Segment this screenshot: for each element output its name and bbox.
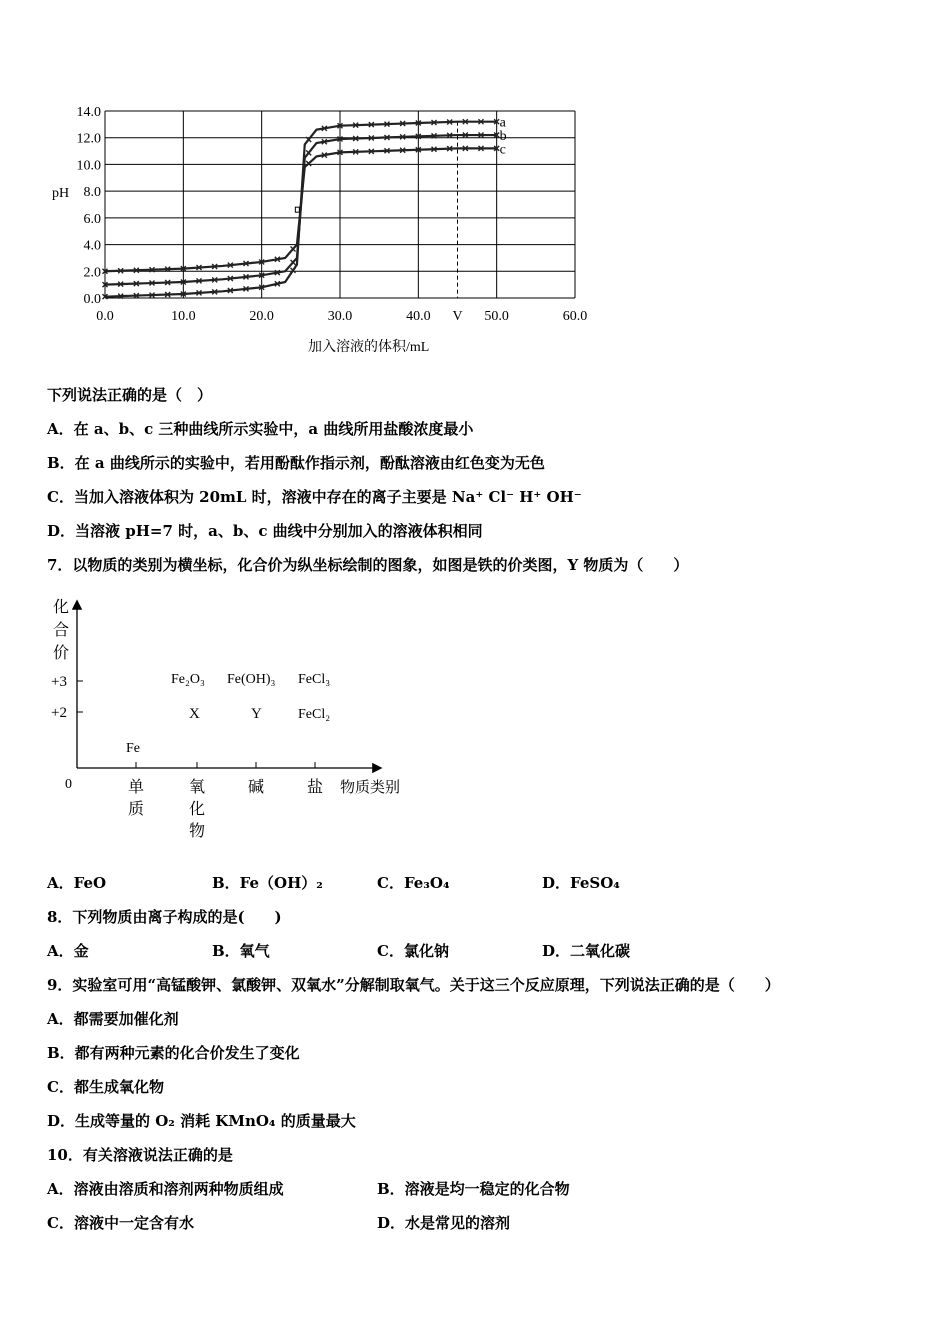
x-category-char: 单 <box>127 779 145 796</box>
equivalence-marker <box>295 207 299 212</box>
formula-fe: Fe <box>126 741 140 756</box>
q8-stem: 8．下列物质由离子构成的是( ) <box>47 908 282 926</box>
x-category-char: 氧 <box>188 779 206 796</box>
formula-feoh3: Fe(OH)₃ <box>227 672 276 687</box>
y-tick-label: 4.0 <box>83 238 101 254</box>
q8-option-d: D．二氧化碳 <box>542 942 631 960</box>
series-label-a: a <box>499 115 506 131</box>
x-tick-label: 50.0 <box>484 309 509 324</box>
q8-option-c: C．氯化钠 <box>377 942 449 960</box>
q6-option-b: B．在 a 曲线所示的实验中，若用酚酞作指示剂，酚酞溶液由红色变为无色 <box>47 454 545 472</box>
series-point-b <box>291 260 296 265</box>
q6-stem: 下列说法正确的是（ ） <box>47 386 213 404</box>
x-category-char: 质 <box>127 801 145 818</box>
series-point-c <box>291 247 296 252</box>
q9-option-a: A．都需要加催化剂 <box>47 1010 179 1028</box>
q9-option-b: B．都有两种元素的化合价发生了变化 <box>47 1044 300 1062</box>
y-tick-label: 14.0 <box>76 105 101 120</box>
y-tick-label: 2.0 <box>83 265 101 281</box>
origin-label: 0 <box>65 777 72 792</box>
q7-stem: 7．以物质的类别为横坐标，化合价为纵坐标绘制的图象，如图是铁的价类图，Y 物质为（ ） <box>47 556 689 574</box>
x-tick-label: V <box>452 309 463 324</box>
q8-option-b: B．氧气 <box>212 942 270 960</box>
tick-plus2: +2 <box>51 705 67 721</box>
x-tick-label: 20.0 <box>249 309 274 324</box>
q7-option-b: B．Fe（OH）₂ <box>212 874 323 892</box>
q10-option-a: A．溶液由溶质和溶剂两种物质组成 <box>47 1180 284 1198</box>
q9-option-d: D．生成等量的 O₂ 消耗 KMnO₄ 的质量最大 <box>47 1112 356 1130</box>
y-axis-label: pH <box>52 186 70 201</box>
q6-option-d: D．当溶液 pH=7 时，a、b、c 曲线中分别加入的溶液体积相同 <box>47 522 483 540</box>
series-point-c <box>306 161 311 166</box>
x-category-char: 盐 <box>306 779 324 796</box>
q9-stem: 9．实验室可用“高锰酸钾、氯酸钾、双氧水”分解制取氧气。关于这三个反应原理，下列说法正确的是（ ） <box>47 976 780 994</box>
x-category-char: 碱 <box>247 779 265 796</box>
ph-chart <box>40 95 660 365</box>
x-axis-label: 物质类别 <box>340 780 401 796</box>
q10-option-d: D．水是常见的溶剂 <box>377 1214 511 1232</box>
x-category-char: 化 <box>188 801 206 818</box>
q7-option-c: C．Fe₃O₄ <box>377 874 450 892</box>
x-axis-label: 加入溶液的体积/mL <box>308 340 430 355</box>
q6-option-c: C．当加入溶液体积为 20mL 时，溶液中存在的离子主要是 Na⁺ Cl⁻ H⁺ OH⁻ <box>47 488 582 506</box>
y-axis-label-char: 化 <box>53 599 70 616</box>
x-tick-label: 60.0 <box>562 309 588 324</box>
series-line-c <box>105 148 497 271</box>
x-category-char: 物 <box>188 823 206 840</box>
y-tick-label: 12.0 <box>76 131 101 147</box>
x-tick-label: 10.0 <box>171 309 196 324</box>
q6-option-a: A．在 a、b、c 三种曲线所示实验中，a 曲线所用盐酸浓度最小 <box>47 420 474 438</box>
q10-option-c: C．溶液中一定含有水 <box>47 1214 194 1232</box>
formula-fecl2: FeCl₂ <box>298 707 331 722</box>
series-label-c: c <box>499 142 506 158</box>
y-axis-label-char: 合 <box>53 622 70 639</box>
q9-option-c: C．都生成氧化物 <box>47 1078 164 1096</box>
y-tick-label: 0.0 <box>83 292 101 307</box>
label-y: Y <box>251 706 262 722</box>
iron-valence-diagram <box>45 590 445 850</box>
q10-stem: 10．有关溶液说法正确的是 <box>47 1146 233 1164</box>
q7-option-d: D．FeSO₄ <box>542 874 620 892</box>
formula-fe2o3: Fe₂O₃ <box>171 672 205 687</box>
y-tick-label: 6.0 <box>83 211 101 227</box>
y-axis-label-char: 价 <box>53 645 70 662</box>
label-x: X <box>189 706 200 722</box>
y-tick-label: 10.0 <box>76 158 101 174</box>
y-axis-label <box>53 598 69 662</box>
x-tick-label: 0.0 <box>96 309 114 324</box>
series-label-b: b <box>499 129 507 145</box>
q7-option-a: A．FeO <box>47 874 107 892</box>
x-tick-label: 40.0 <box>406 309 431 324</box>
formula-fecl3: FeCl₃ <box>298 672 331 687</box>
q10-option-b: B．溶液是均一稳定的化合物 <box>377 1180 570 1198</box>
y-tick-label: 8.0 <box>83 185 101 201</box>
q8-option-a: A．金 <box>47 942 89 960</box>
tick-plus3: +3 <box>51 674 67 690</box>
x-tick-label: 30.0 <box>327 309 353 324</box>
